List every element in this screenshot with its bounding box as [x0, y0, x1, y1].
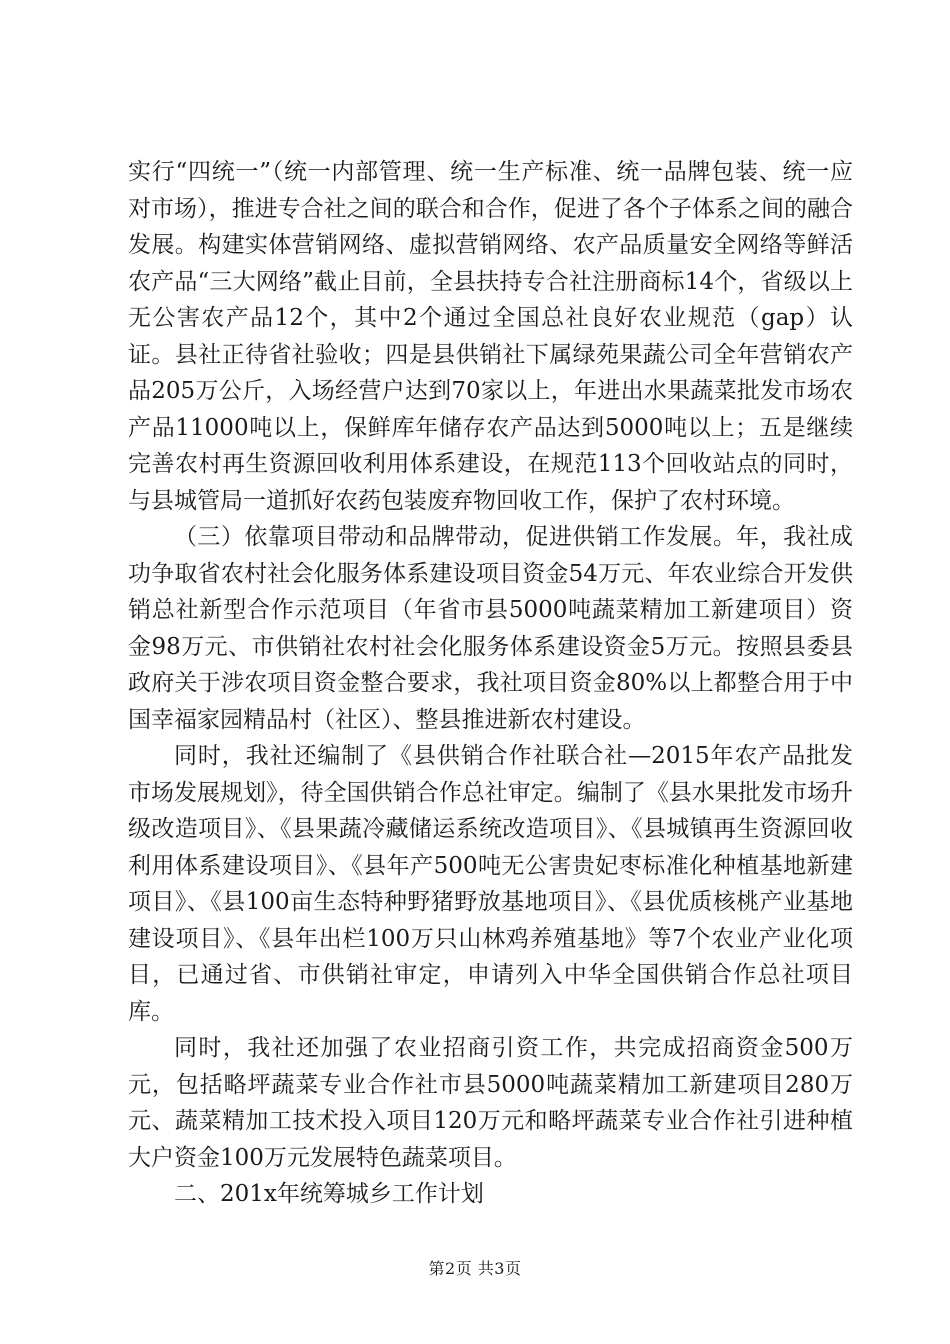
paragraph-investment: 同时，我社还加强了农业招商引资工作，共完成招商资金500万元，包括略坪蔬菜专业合作社市县5000吨蔬菜精加工新建项目280万元、蔬菜精加工技术投入项目120万元和略坪蔬菜专业合作社引进种植大户资金100万元发展特色蔬菜项目。 [128, 1035, 853, 1171]
paragraph-projects-section: （三）依靠项目带动和品牌带动，促进供销工作发展。年，我社成功争取省农村社会化服务体系建设项目资金54万元、年农业综合开发供销总社新型合作示范项目（年省市县5000吨蔬菜精加工新建项目）资金98万元、市供销社农村社会化服务体系建设资金5万元。按照县委县政府关于涉农项目资金整合要求，我社项目资金80%以上都整合用于中国幸福家园精品村（社区）、整县推进新农村建设。 [128, 524, 853, 733]
document-body [128, 154, 853, 1213]
paragraph-continuation: 实行“四统一”（统一内部管理、统一生产标准、统一品牌包装、统一应对市场），推进专合社之间的联合和合作，促进了各个子体系之间的融合发展。构建实体营销网络、虚拟营销网络、农产品质量安全网络等鲜活农产品“三大网络”截止目前，全县扶持专合社注册商标14个，省级以上无公害农产品12个，其中2个通过全国总社良好农业规范（gap）认证。县社正待省社验收；四是县供销社下属绿苑果蔬公司全年营销农产品205万公斤，入场经营户达到70家以上，年进出水果蔬菜批发市场农产品11000吨以上，保鲜库年储存农产品达到5000吨以上；五是继续完善农村再生资源回收利用体系建设，在规范113个回收站点的同时，与县城管局一道抓好农药包装废弃物回收工作，保护了农村环境。 [128, 159, 853, 514]
page-footer: 第2页 共3页 [428, 1259, 522, 1278]
section-heading-work-plan: 二、201x年统筹城乡工作计划 [174, 1181, 484, 1207]
paragraph-planning: 同时，我社还编制了《县供销合作社联合社—2015年农产品批发市场发展规划》，待全国供销合作总社审定。编制了《县水果批发市场升级改造项目》、《县果蔬冷藏储运系统改造项目》、《县城镇再生资源回收利用体系建设项目》、《县年产500吨无公害贵妃枣标准化种植基地新建项目》、《县100亩生态特种野猪野放基地项目》、《县优质核桃产业基地建设项目》、《县年出栏100万只山林鸡养殖基地》等7个农业产业化项目，已通过省、市供销社审定，申请列入中华全国供销合作总社项目库。 [128, 743, 853, 1025]
